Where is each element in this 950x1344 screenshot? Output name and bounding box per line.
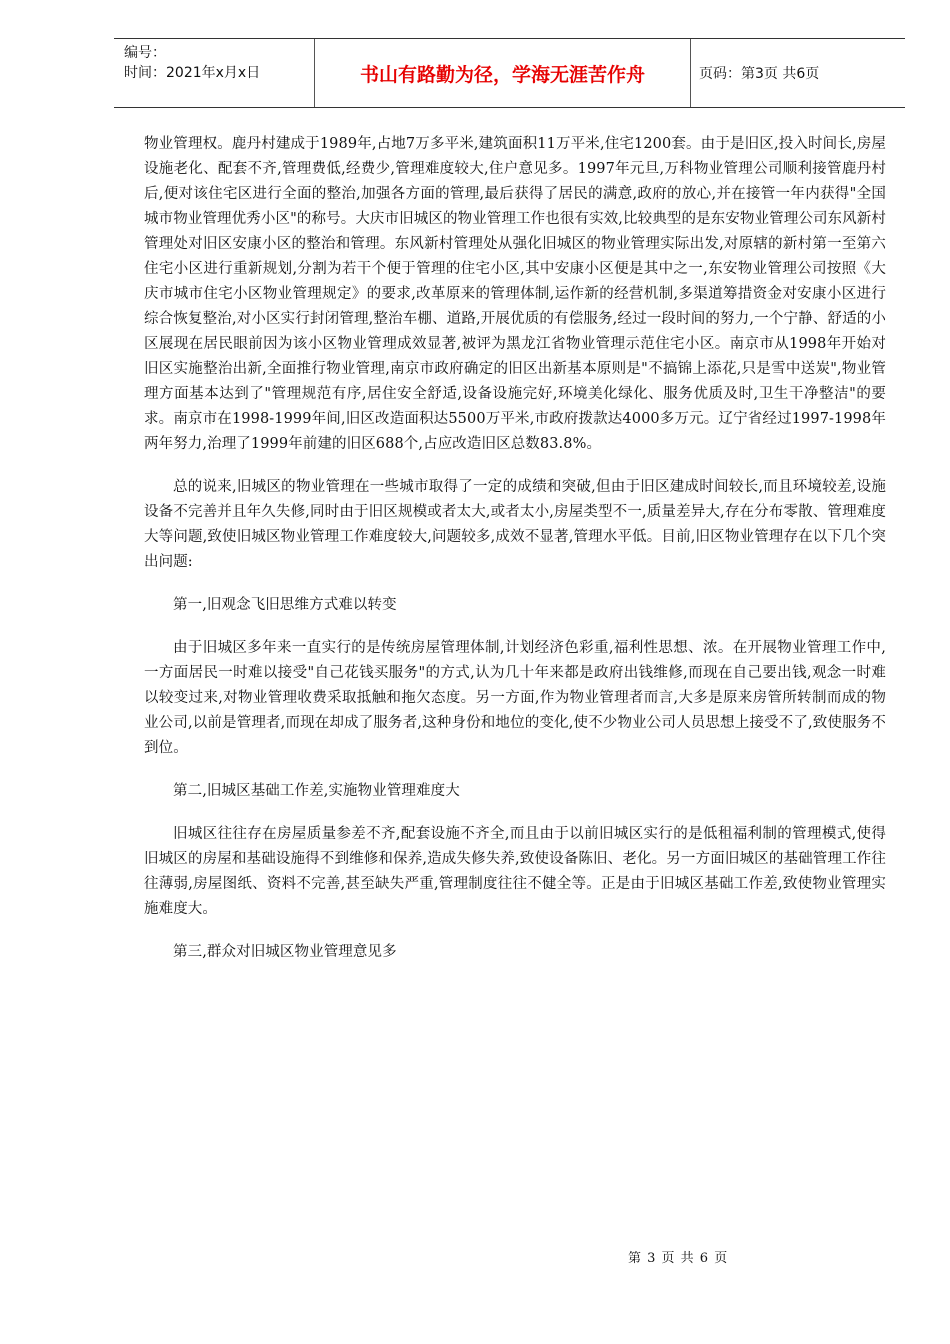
section-heading: 第二,旧城区基础工作差,实施物业管理难度大 [173, 783, 460, 799]
header-meta-cell [114, 39, 315, 107]
document-body [144, 132, 886, 983]
paragraph: 总的说来,旧城区的物业管理在一些城市取得了一定的成绩和突破,但由于旧区建成时间较长,而且环境较差,设施设备不完善并且年久失修,同时由于旧区规模或者太大,或者太小,房屋类型不一,质量差异大,存在分布零散、管理难度大等问题,致使旧城区物业管理工作难度较大,问题较多,成效不显著,管理水平低。目前,旧区物业管理存在以下几个突出问题: [144, 479, 886, 570]
date-label: 时间：2021年x月x日 [124, 65, 261, 81]
page-header [114, 38, 905, 108]
section-heading: 第三,群众对旧城区物业管理意见多 [173, 944, 397, 960]
paragraph: 物业管理权。鹿丹村建成于1989年,占地7万多平米,建筑面积11万平米,住宅1200套。由于是旧区,投入时间长,房屋设施老化、配套不齐,管理费低,经费少,管理难度较大,住户意见多。1997年元旦,万科物业管理公司顺利接管鹿丹村后,便对该住宅区进行全面的整治,加强各方面的管理,最后获得了居民的满意,政府的放心,并在接管一年内获得"全国城市物业管理优秀小区"的称号。大庆市旧城区的物业管理工作也很有实效,比较典型的是东安物业管理公司东风新村管理处对旧区安康小区的整治和管理。东风新村管理处从强化旧城区的物业管理实际出发,对原辖的新村第一至第六住宅小区进行重新规划,分割为若干个便于管理的住宅小区,其中安康小区便是其中之一,东安物业管理公司按照《大庆市城市住宅小区物业管理规定》的要求,改革原来的管理体制,运作新的经营机制,多渠道筹措资金对安康小区进行综合恢复整治,对小区实行封闭管理,整治车棚、道路,开展优质的有偿服务,经过一段时间的努力,一个宁静、舒适的小区展现在居民眼前因为该小区物业管理成效显著,被评为黑龙江省物业管理示范住宅小区。南京市从1998年开始对旧区实施整治出新,全面推行物业管理,南京市政府确定的旧区出新基本原则是"不搞锦上添花,只是雪中送炭",物业管理方面基本达到了"管理规范有序,居住安全舒适,设备设施完好,环境美化绿化、服务优质及时,卫生干净整洁"的要求。南京市在1998-1999年间,旧区改造面积达5500万平米,市政府拨款达4000多万元。辽宁省经过1997-1998年两年努力,治理了1999年前建的旧区688个,占应改造旧区总数83.8%。 [144, 136, 886, 452]
section-heading: 第一,旧观念飞旧思维方式难以转变 [173, 597, 397, 613]
paragraph: 旧城区往往存在房屋质量参差不齐,配套设施不齐全,而且由于以前旧城区实行的是低租福利制的管理模式,使得旧城区的房屋和基础设施得不到维修和保养,造成失修失养,致使设备陈旧、老化。另一方面旧城区的基础管理工作往往薄弱,房屋图纸、资料不完善,甚至缺失严重,管理制度往往不健全等。正是由于旧城区基础工作差,致使物业管理实施难度大。 [144, 826, 886, 917]
serial-number-label: 编号： [124, 45, 166, 61]
page-footer: 第 3 页 共 6 页 [628, 1251, 729, 1266]
paragraph: 由于旧城区多年来一直实行的是传统房屋管理体制,计划经济色彩重,福利性思想、浓。在开展物业管理工作中,一方面居民一时难以接受"自己花钱买服务"的方式,认为几十年来都是政府出钱维修,而现在自己要出钱,观念一时难以较变过来,对物业管理收费采取抵触和拖欠态度。另一方面,作为物业管理者而言,大多是原来房管所转制而成的物业公司,以前是管理者,而现在却成了服务者,这种身份和地位的变化,使不少物业公司人员思想上接受不了,致使服务不到位。 [144, 640, 886, 756]
header-motto: 书山有路勤为径，学海无涯苦作舟 [315, 39, 691, 107]
header-page-number: 页码：第3页 共6页 [699, 66, 820, 82]
